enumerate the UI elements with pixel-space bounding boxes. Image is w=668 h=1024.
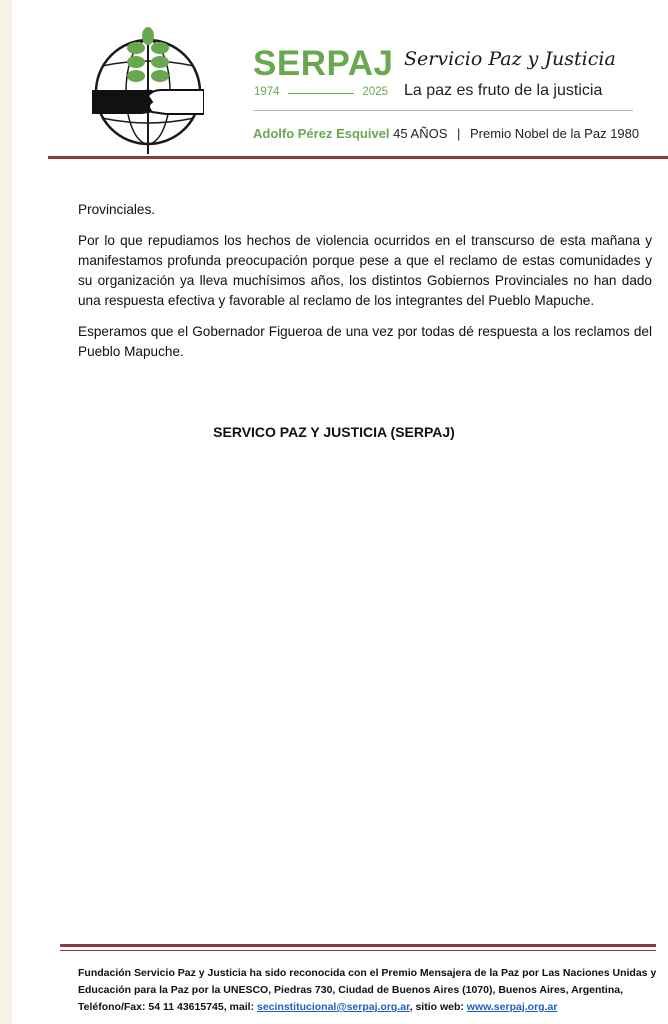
serpaj-logo bbox=[92, 26, 204, 156]
website-link[interactable]: www.serpaj.org.ar bbox=[466, 1001, 558, 1013]
footer-web-label: , sitio web: bbox=[409, 1001, 467, 1013]
footer-divider bbox=[60, 944, 656, 947]
organization-script-title: Servicio Paz y Justicia bbox=[404, 48, 616, 70]
award: Premio Nobel de la Paz 1980 bbox=[470, 126, 640, 141]
brand-name: SERPAJ bbox=[253, 44, 394, 83]
header-subline bbox=[253, 126, 639, 141]
paragraph: Provinciales. bbox=[78, 202, 156, 217]
year-start: 1974 bbox=[254, 86, 280, 98]
footer-text bbox=[78, 965, 658, 1016]
header-thin-divider bbox=[253, 110, 633, 111]
email-link[interactable]: secinstitucional@serpaj.org.ar bbox=[256, 1001, 410, 1013]
letter-body bbox=[78, 200, 652, 373]
anniversary: 45 AÑOS bbox=[393, 126, 448, 141]
footer-info: Fundación Servicio Paz y Justicia ha sido reconocida con el Premio Mensajera de la Paz por Las Naciones Unidas y Educación para la Paz por la UNESCO, Piedras 730, Ciudad de Buenos Aires (1070), Buenos Aires, Argentina, Teléfono/Fax: 54 11 43615745, mail: bbox=[78, 967, 657, 1013]
header-divider bbox=[48, 156, 668, 159]
years-divider bbox=[288, 93, 354, 94]
footer-divider-thin bbox=[60, 950, 656, 951]
signature: SERVICO PAZ Y JUSTICIA (SERPAJ) bbox=[213, 424, 455, 440]
paragraph: Por lo que repudiamos los hechos de violencia ocurridos en el transcurso de esta mañana y manifestamos profunda preocupación porque pese a que el reclamo de estas comunidades y su organización ya lleva muchísimos años, los distintos Gobiernos Provinciales no han dado una respuesta efectiva y favorable al reclamo de los integrantes del Pueblo Mapuche. bbox=[78, 233, 652, 308]
founder-name: Adolfo Pérez Esquivel bbox=[253, 126, 390, 141]
years-range bbox=[254, 86, 388, 100]
motto: La paz es fruto de la justicia bbox=[404, 82, 603, 99]
year-end: 2025 bbox=[362, 86, 388, 98]
paragraph: Esperamos que el Gobernador Figueroa de una vez por todas dé respuesta a los reclamos del Pueblo Mapuche. bbox=[78, 324, 652, 359]
subline-separator: | bbox=[457, 126, 461, 141]
